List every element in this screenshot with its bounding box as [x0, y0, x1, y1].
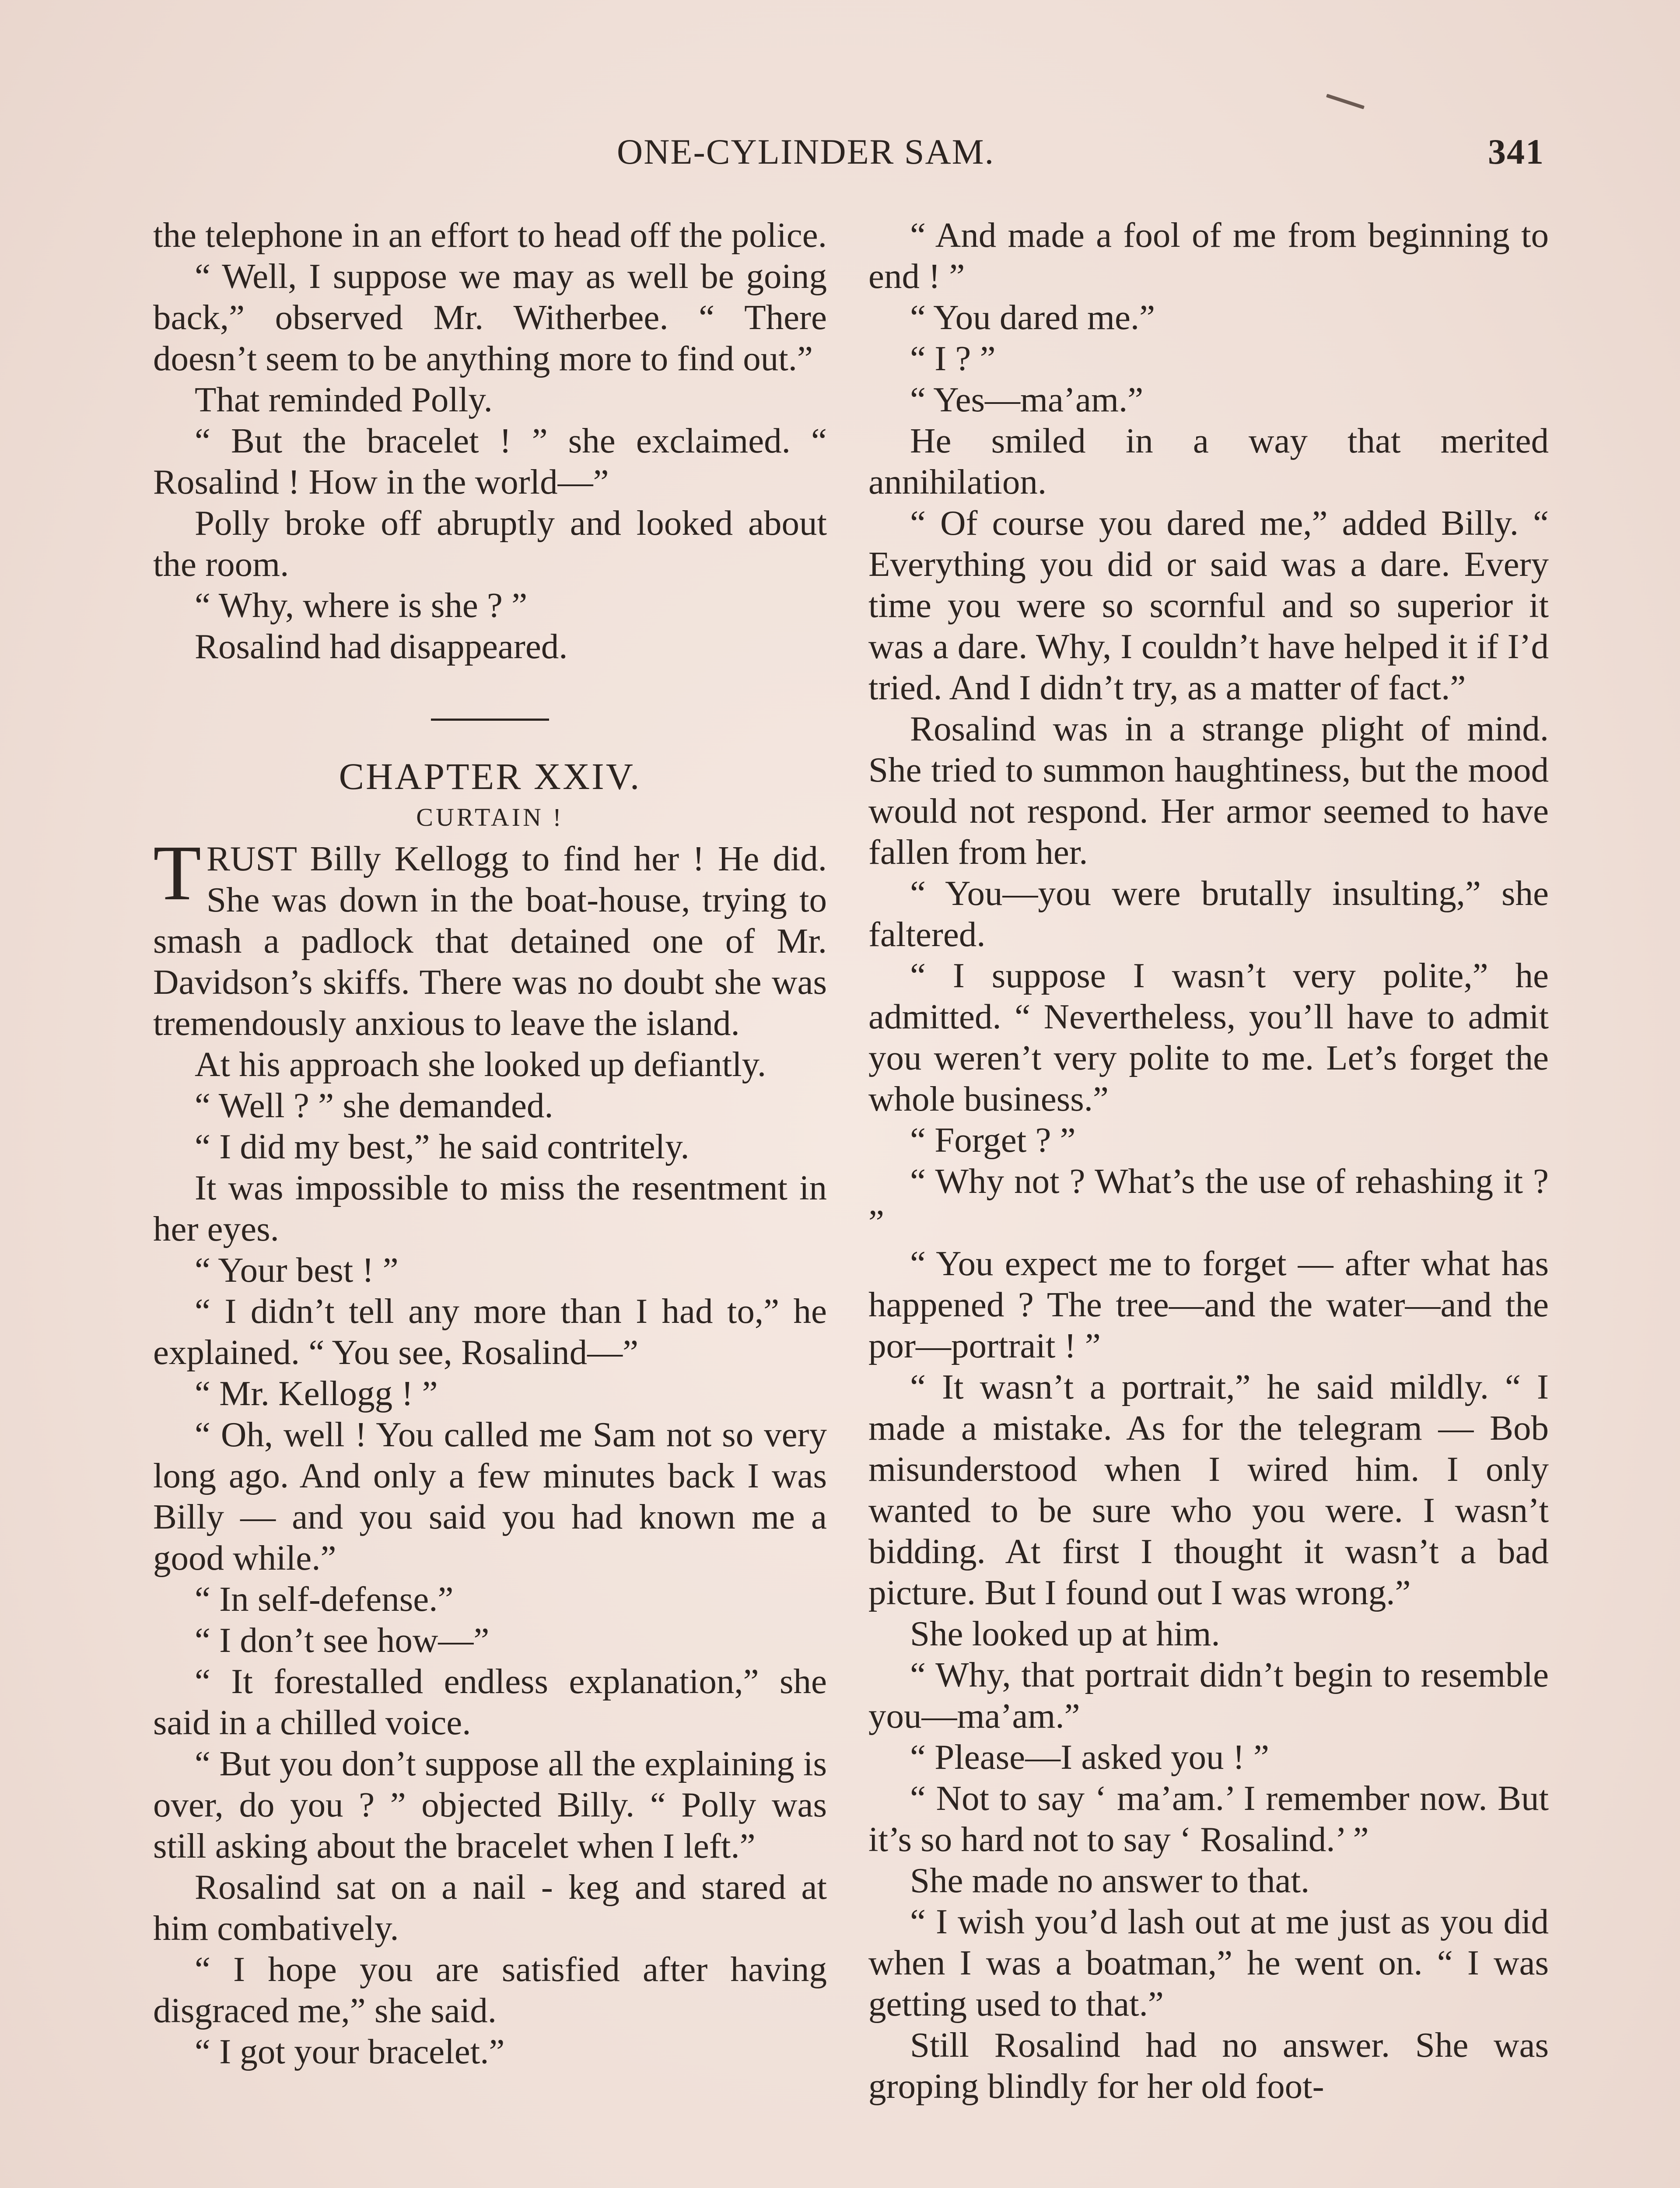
- paper-blemish: [1326, 94, 1365, 109]
- paragraph: “ Please—I asked you ! ”: [910, 1737, 1269, 1777]
- paragraph: “ You expect me to forget — after what has happened ? The tree—and the water—and the por—portrait ! ”: [868, 1244, 1549, 1365]
- paragraph: “ I suppose I wasn’t very polite,” he admitted. “ Nevertheless, you’ll have to admit you weren’t very polite to me. Let’s forget the whole business.”: [868, 956, 1549, 1119]
- paragraph: At his approach she looked up defiantly.: [195, 1045, 766, 1084]
- paragraph: “ It wasn’t a portrait,” he said mildly. “ I made a mistake. As for the telegram — Bob misunderstood when I wired him. I only wanted to be sure who you were. I wasn’t bidding. At first I thought it wasn’t a bad picture. But I found out I was wrong.”: [868, 1367, 1549, 1612]
- drop-cap: T: [153, 829, 201, 916]
- paragraph: “ It forestalled endless explanation,” she said in a chilled voice.: [153, 1662, 827, 1742]
- paragraph: “ Yes—ma’am.”: [910, 380, 1144, 419]
- left-column: [153, 214, 827, 2072]
- paragraph: “ Well, I suppose we may as well be going back,” observed Mr. Witherbee. “ There doesn’t seem to be anything more to find out.”: [153, 256, 827, 378]
- paragraph: the telephone in an effort to head off the police.: [153, 215, 827, 255]
- paragraph: “ You—you were brutally insulting,” she faltered.: [868, 873, 1549, 954]
- paragraph: Rosalind was in a strange plight of mind. She tried to summon haughtiness, but the mood would not respond. Her armor seemed to have fallen from her.: [868, 709, 1549, 872]
- paragraph: He smiled in a way that merited annihilation.: [868, 421, 1549, 501]
- chapter-title: CHAPTER XXIV.: [339, 755, 641, 797]
- running-title: ONE-CYLINDER SAM.: [617, 132, 995, 172]
- paragraph: “ Why not ? What’s the use of rehashing it ? ”: [868, 1161, 1549, 1242]
- paragraph: Still Rosalind had no answer. She was groping blindly for her old foot-: [868, 2025, 1549, 2106]
- paragraph: It was impossible to miss the resentment in her eyes.: [153, 1168, 827, 1248]
- paragraph: “ I don’t see how—”: [195, 1620, 490, 1660]
- paragraph: “ Why, that portrait didn’t begin to resemble you—ma’am.”: [868, 1655, 1549, 1736]
- opening-text: RUST Billy Kellogg to find her ! He did. She was down in the boat-house, trying to smash a padlock that detained one of Mr. Davidson’s skiffs. There was no doubt she was tremendously anxious to leave the island.: [153, 839, 827, 1043]
- paragraph: “ I wish you’d lash out at me just as you did when I was a boatman,” he went on. “ I was getting used to that.”: [868, 1902, 1549, 2023]
- paragraph: “ Your best ! ”: [195, 1250, 399, 1290]
- paragraph: That reminded Polly.: [195, 380, 493, 419]
- paragraph: “ I didn’t tell any more than I had to,” he explained. “ You see, Rosalind—”: [153, 1291, 827, 1372]
- paragraph: “ Why, where is she ? ”: [195, 586, 528, 625]
- right-column: [868, 214, 1549, 2107]
- paragraph: “ I got your bracelet.”: [195, 2032, 505, 2071]
- paragraph: “ Mr. Kellogg ! ”: [195, 1374, 438, 1413]
- running-header: [144, 131, 1544, 184]
- paragraph: She looked up at him.: [910, 1614, 1220, 1653]
- paragraph: “ Not to say ‘ ma’am.’ I remember now. But it’s so hard not to say ‘ Rosalind.’ ”: [868, 1778, 1549, 1859]
- paragraph: Rosalind had disappeared.: [195, 627, 568, 666]
- paragraph: Polly broke off abruptly and looked about the room.: [153, 503, 827, 584]
- paragraph: “ Of course you dared me,” added Billy. “ Everything you did or said was a dare. Every time you were so scornful and so superior it was a dare. Why, I couldn’t have helped it if I’d tried. And I didn’t try, as a matter of fact.”: [868, 503, 1549, 707]
- paragraph: She made no answer to that.: [910, 1861, 1310, 1900]
- opening-paragraph: [153, 829, 827, 1044]
- paragraph: “ In self-defense.”: [195, 1579, 454, 1619]
- paragraph: “ I did my best,” he said contritely.: [195, 1127, 690, 1166]
- paragraph: “ I ? ”: [910, 339, 996, 378]
- chapter-subtitle: CURTAIN !: [416, 803, 564, 831]
- paragraph: “ But the bracelet ! ” she exclaimed. “ Rosalind ! How in the world—”: [153, 421, 827, 501]
- paragraph: Rosalind sat on a nail - keg and stared at him combatively.: [153, 1867, 827, 1948]
- section-divider: [431, 719, 549, 721]
- paragraph: “ I hope you are satisfied after having disgraced me,” she said.: [153, 1950, 827, 2030]
- paragraph: “ Well ? ” she demanded.: [195, 1086, 553, 1125]
- paragraph: “ But you don’t suppose all the explaining is over, do you ? ” objected Billy. “ Polly was still asking about the bracelet when I left.”: [153, 1744, 827, 1865]
- paragraph: “ Forget ? ”: [910, 1120, 1076, 1160]
- paragraph: “ And made a fool of me from beginning to end ! ”: [868, 215, 1549, 296]
- paragraph: “ You dared me.”: [910, 298, 1155, 337]
- page-number: 341: [1488, 132, 1544, 172]
- paragraph: “ Oh, well ! You called me Sam not so very long ago. And only a few minutes back I was Billy — and you said you had known me a good while.”: [153, 1415, 827, 1578]
